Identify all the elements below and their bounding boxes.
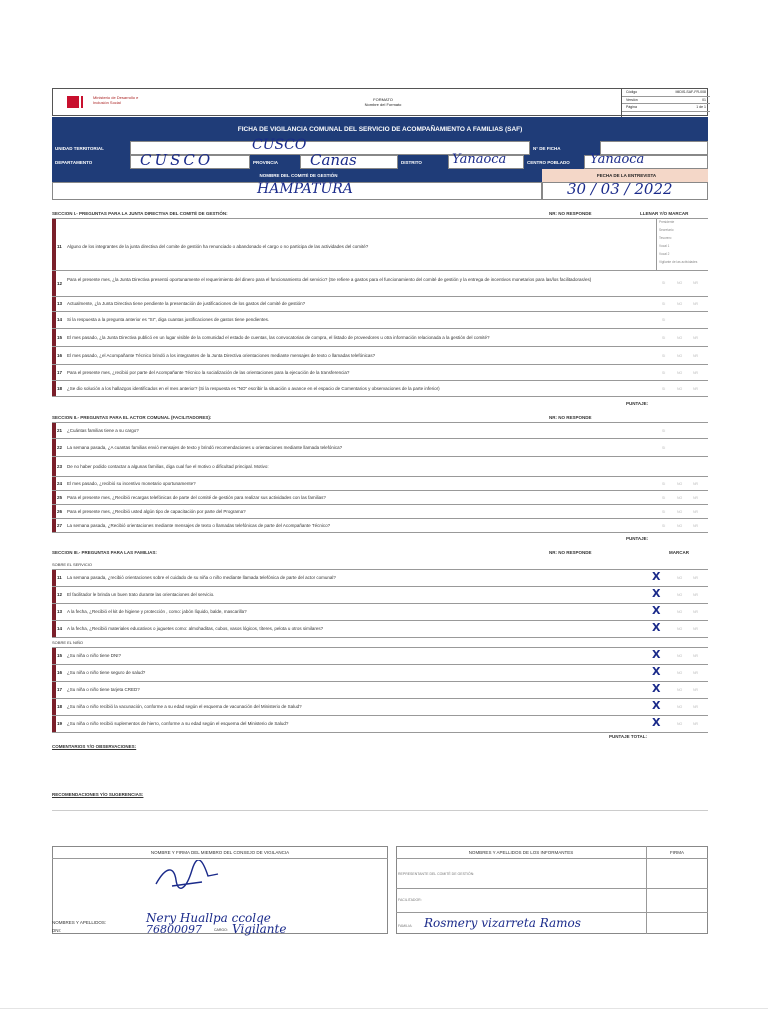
question-number: 18 <box>57 704 63 709</box>
question-row <box>52 347 708 365</box>
question-number: 13 <box>57 301 63 306</box>
ministry-name: Ministerio de Desarrollo e Inclusión Social <box>93 95 139 105</box>
unidad-value: CUSCO <box>252 137 307 153</box>
code-key: Página <box>626 105 637 109</box>
question-number: 11 <box>57 244 62 249</box>
option-nr[interactable]: NR <box>693 387 699 391</box>
option-no[interactable]: NO <box>677 354 683 358</box>
question-number: 12 <box>57 281 63 286</box>
question-row <box>52 457 708 477</box>
option-si[interactable]: SI <box>662 446 666 450</box>
question-text: ¿Su niña o niño tiene DNI? <box>67 653 122 658</box>
option-si[interactable]: SI <box>662 318 666 322</box>
question-text: De no haber podido contactar a algunas familias, diga cual fue el motivo o dificultad principal. Motivo: <box>67 464 269 469</box>
option-nr[interactable]: NR <box>693 671 699 675</box>
option-si[interactable]: SI <box>662 302 666 306</box>
question-number: 16 <box>57 353 63 358</box>
question-row <box>52 621 708 638</box>
question-text: La semana pasada, ¿recibió orientaciones sobre el cuidado de su niña o niño mediante llamada telefónica de parte del actor comunal? <box>67 575 336 580</box>
ficha-label: N° DE FICHA <box>530 141 600 155</box>
question-text: A la fecha, ¿Recibió el kit de higiene y protección , como: jabón líquido, balde, mascarilla? <box>67 609 247 614</box>
option-nr[interactable]: NR <box>693 371 699 375</box>
option-si[interactable]: SI <box>662 387 666 391</box>
peru-flag-icon <box>67 96 79 108</box>
subsection-nino: SOBRE EL NIÑO <box>52 640 83 645</box>
question-row <box>52 423 708 439</box>
marked-si[interactable]: X <box>652 699 661 712</box>
fecha-label: FECHA DE LA ENTREVISTA <box>542 169 708 182</box>
option-no[interactable]: NO <box>677 593 683 597</box>
question-text: Actualmente, ¿la Junta Directiva tiene pendiente la presentación de justificaciones de los gastos del comité de gestión? <box>67 301 306 306</box>
firma-header: FIRMA <box>670 850 684 855</box>
question-text: El mes pasado, ¿recibió su incentivo monetario oportunamente? <box>67 481 196 486</box>
facilitador-label: FACILITADOR: <box>398 898 422 902</box>
signature-scribble-icon <box>152 860 222 894</box>
question-text: El mes pasado, ¿el Acompañante Técnico brindó a los integrantes de la Junta Directiva orientaciones mediante mensajes de texto o llamadas telefónicas? <box>67 353 376 358</box>
marked-si[interactable]: X <box>652 665 661 678</box>
option-no[interactable]: NO <box>677 688 683 692</box>
question-text: Para el presente mes, ¿recibió por parte del Acompañante Técnico la socialización de las orientaciones para la ejecución de la transferencia? <box>67 370 350 375</box>
option-no[interactable]: NO <box>677 336 683 340</box>
question-row <box>52 570 708 587</box>
code-value: MIDIS-SAF-FR-008 <box>675 90 706 94</box>
option-si[interactable]: SI <box>662 510 666 514</box>
row-tab <box>52 329 56 346</box>
question-row <box>52 365 708 381</box>
option-si[interactable]: SI <box>662 429 666 433</box>
role-option[interactable]: Vigilante de las actividades <box>659 260 698 264</box>
row-tab <box>52 665 56 681</box>
dni-value: 76800097 <box>146 923 202 936</box>
question-number: 16 <box>57 670 63 675</box>
option-nr[interactable]: NR <box>693 627 699 631</box>
question-number: 11 <box>57 575 62 580</box>
question-row <box>52 505 708 519</box>
cargo-label: CARGO: <box>214 928 228 932</box>
role-option[interactable]: Vocal 1 <box>659 244 670 248</box>
unidad-label: UNIDAD TERRITORIAL <box>52 141 130 155</box>
option-nr[interactable]: NR <box>693 496 699 500</box>
row-tab <box>52 587 56 603</box>
fecha-value: 30 / 03 / 2022 <box>567 180 673 198</box>
row-tab <box>52 477 56 490</box>
question-row <box>52 219 708 271</box>
row-tab <box>52 621 56 637</box>
question-row <box>52 699 708 716</box>
question-text: ¿Su niña o niño recibió suplementos de hierro, conforme a su edad según el esquema del Ministerio de Salud? <box>67 721 289 726</box>
question-number: 25 <box>57 495 63 500</box>
code-key: Código <box>626 90 638 94</box>
question-row <box>52 329 708 347</box>
question-number: 26 <box>57 509 63 514</box>
option-nr[interactable]: NR <box>693 524 699 528</box>
peru-flag-stripe-icon <box>81 96 87 108</box>
role-option[interactable]: Secretario <box>659 228 674 232</box>
question-number: 18 <box>57 386 63 391</box>
distrito-value: Yanaoca <box>452 152 507 167</box>
row-tab <box>52 648 56 664</box>
form-title: FICHA DE VIGILANCIA COMUNAL DEL SERVICIO DE ACOMPAÑAMIENTO A FAMILIAS (SAF) <box>52 117 708 141</box>
question-number: 14 <box>57 317 63 322</box>
row-tab <box>52 570 56 586</box>
option-nr[interactable]: NR <box>693 510 699 514</box>
nombres-label: NOMBRES Y APELLIDOS: <box>52 920 107 925</box>
section2-title: SECCION II.- PREGUNTAS PARA EL ACTOR COMUNAL (FACILITADORES): <box>52 415 212 420</box>
section3-title: SECCION III.- PREGUNTAS PARA LAS FAMILIAS: <box>52 550 157 555</box>
option-si[interactable]: SI <box>662 482 666 486</box>
option-no[interactable]: NO <box>677 281 683 285</box>
question-row <box>52 604 708 621</box>
option-si[interactable]: SI <box>662 281 666 285</box>
option-si[interactable]: SI <box>662 371 666 375</box>
option-nr[interactable]: NR <box>693 302 699 306</box>
option-no[interactable]: NO <box>677 496 683 500</box>
option-nr[interactable]: NR <box>693 654 699 658</box>
option-nr[interactable]: NR <box>693 722 699 726</box>
role-option[interactable]: Vocal 2 <box>659 252 670 256</box>
departamento-label: DEPARTAMENTO <box>52 155 130 169</box>
departamento-value: CUSCO <box>140 151 214 169</box>
question-text: El facilitador le brinda un buen trato durante las orientaciones del servicio. <box>67 592 215 597</box>
puntaje-total: PUNTAJE TOTAL: <box>609 734 647 739</box>
section1-mark: LLENAR Y/O MARCAR <box>640 211 689 216</box>
subsection-servicio: SOBRE EL SERVICIO <box>52 562 93 567</box>
question-row <box>52 477 708 491</box>
question-row <box>52 716 708 733</box>
code-row <box>622 97 710 105</box>
question-row <box>52 519 708 533</box>
option-no[interactable]: NO <box>677 387 683 391</box>
row-tab <box>52 219 56 270</box>
provincia-value: Canas <box>310 151 357 169</box>
question-text: Si la respuesta a la pregunta anterior es "SI", diga cuantas justificaciones de gastos tiene pendientes. <box>67 317 270 322</box>
centro-label: CENTRO POBLADO <box>524 155 584 169</box>
row-tab <box>52 423 56 438</box>
centro-value: Yanaoca <box>590 152 645 167</box>
question-text: Para el presente mes, ¿Recibió recargas telefónicas de parte del comité de gestión para realizar sus actividades con las familias? <box>67 495 326 500</box>
question-text: A la fecha, ¿Recibió materiales educativos o juguetes como: almohaditas, cubos, vasos lógicos, títeres, pelota u otros similares? <box>67 626 324 631</box>
marked-si[interactable]: X <box>652 587 661 600</box>
question-text: ¿Se dio solución a los hallazgos identificados en el mes anterior? (Si la respuesta es "NO" escribir la situación o avance en el espacio de Comentarios y observaciones de la parte inferior) <box>67 386 440 391</box>
section3-mark: MARCAR <box>669 550 689 555</box>
section1-puntaje: PUNTAJE: <box>626 401 649 406</box>
question-row <box>52 682 708 699</box>
comite-label: NOMBRE DEL COMITÉ DE GESTIÓN <box>52 169 542 182</box>
row-tab <box>52 491 56 504</box>
row-tab <box>52 312 56 328</box>
question-number: 22 <box>57 445 63 450</box>
option-no[interactable]: NO <box>677 371 683 375</box>
question-text: ¿Cuántas familias tiene a su cargo? <box>67 428 139 433</box>
option-no[interactable]: NO <box>677 654 683 658</box>
option-nr[interactable]: NR <box>693 688 699 692</box>
option-no[interactable]: NO <box>677 524 683 528</box>
code-row <box>622 89 710 97</box>
recomendaciones-field[interactable] <box>52 798 708 828</box>
option-nr[interactable]: NR <box>693 576 699 580</box>
question-number: 23 <box>57 464 63 469</box>
row-tab <box>52 519 56 532</box>
question-row <box>52 381 708 397</box>
row-tab <box>52 682 56 698</box>
question-number: 27 <box>57 523 63 528</box>
question-text: ¿Su niña o niño tiene tarjeta CRED? <box>67 687 140 692</box>
question-text: La semana pasada, ¿Recibió orientaciones mediante mensajes de texto o llamadas telefónicas de parte del Acompañante Técnico? <box>67 523 331 528</box>
option-si[interactable]: SI <box>662 336 666 340</box>
vigilancia-header: NOMBRE Y FIRMA DEL MIEMBRO DEL CONSEJO DE VIGILANCIA <box>150 850 290 855</box>
row-tab <box>52 457 56 476</box>
question-row <box>52 312 708 329</box>
question-number: 13 <box>57 609 63 614</box>
option-nr[interactable]: NR <box>693 281 699 285</box>
question-number: 15 <box>57 653 63 658</box>
question-number: 19 <box>57 721 63 726</box>
row-tab <box>52 604 56 620</box>
option-no[interactable]: NO <box>677 627 683 631</box>
section1-nr: NR: NO RESPONDE <box>549 211 592 216</box>
row-tab <box>52 365 56 380</box>
option-nr[interactable]: NR <box>693 336 699 340</box>
question-text: ¿Su niña o niño recibió la vacunación, conforme a su edad según el esquema de vacunación del Ministerio de Salud? <box>67 704 302 709</box>
question-row <box>52 491 708 505</box>
option-si[interactable]: SI <box>662 496 666 500</box>
option-no[interactable]: NO <box>677 705 683 709</box>
question-text: Para el presente mes, ¿la Junta Directiva presentó oportunamente el requerimiento del dinero para el funcionamiento del servicio? (Se refiere a gastos para el funcionamiento del comité de gestión y la entrega de incentivos monetarios para las/los facilitadoras/es) <box>67 277 592 282</box>
question-number: 17 <box>57 370 63 375</box>
question-text: Para el presente mes, ¿Recibió usted algún tipo de capacitación por parte del Programa? <box>67 509 246 514</box>
cargo-value: Vigilante <box>232 922 287 936</box>
comite-value: HAMPATURA <box>257 181 353 197</box>
row-tab <box>52 297 56 311</box>
option-no[interactable]: NO <box>677 302 683 306</box>
option-no[interactable]: NO <box>677 722 683 726</box>
comentarios-field[interactable] <box>52 750 708 786</box>
code-row <box>622 104 710 112</box>
option-nr[interactable]: NR <box>693 610 699 614</box>
form-header <box>52 88 708 116</box>
row-tab <box>52 716 56 732</box>
comentarios-label: COMENTARIOS Y/O OBSERVACIONES: <box>52 744 137 749</box>
representante-label: REPRESENTANTE DEL COMITÉ DE GESTIÓN: <box>398 872 475 876</box>
recomendaciones-label: RECOMENDACIONES Y/O SUGERENCIAS: <box>52 792 144 797</box>
question-number: 17 <box>57 687 63 692</box>
question-row <box>52 648 708 665</box>
code-value: 01 <box>702 97 706 102</box>
option-nr[interactable]: NR <box>693 482 699 486</box>
question-number: 24 <box>57 481 63 486</box>
question-number: 14 <box>57 626 63 631</box>
question-row <box>52 665 708 682</box>
distrito-label: DISTRITO <box>398 155 448 169</box>
marked-si[interactable]: X <box>652 621 661 634</box>
row-tab <box>52 439 56 456</box>
format-subtitle-text: Nombre del Formato <box>364 102 402 107</box>
marked-si[interactable]: X <box>652 682 661 695</box>
question-text: La semana pasada, ¿A cuantas familias envió mensajes de texto y brindó recomendaciones u orientaciones mediante llamada telefónica? <box>67 445 343 450</box>
question-text: ¿Su niña o niño tiene seguro de salud? <box>67 670 146 675</box>
question-text: El mes pasado, ¿la Junta Directiva publicó en un lugar visible de la comunidad el estado de cuentas, las convocatorias de compra, el listado de proveedores u otra información relacionada a la gestión del comité? <box>67 335 490 340</box>
option-no[interactable]: NO <box>677 510 683 514</box>
option-nr[interactable]: NR <box>693 593 699 597</box>
row-tab <box>52 381 56 396</box>
section2-nr: NR: NO RESPONDE <box>549 415 592 420</box>
informantes-header: NOMBRES Y APELLIDOS DE LOS INFORMANTES <box>468 850 574 855</box>
row-tab <box>52 505 56 518</box>
option-no[interactable]: NO <box>677 610 683 614</box>
familia-label: FAMILIA: <box>398 924 413 928</box>
row-tab <box>52 347 56 364</box>
format-title-text: FORMATO <box>373 97 393 102</box>
option-no[interactable]: NO <box>677 671 683 675</box>
option-nr[interactable]: NR <box>693 354 699 358</box>
section1-title: SECCION I.- PREGUNTAS PARA LA JUNTA DIRECTIVA DEL COMITÉ DE GESTIÓN: <box>52 211 228 216</box>
code-value: 1 de 1 <box>696 105 706 109</box>
option-no[interactable]: NO <box>677 482 683 486</box>
marked-si[interactable]: X <box>652 604 661 617</box>
nombres-value: Nery Huallpa ccolqe <box>146 911 271 925</box>
question-number: 21 <box>57 428 63 433</box>
question-row <box>52 439 708 457</box>
document-codes <box>621 89 710 117</box>
question-number: 15 <box>57 335 63 340</box>
marked-si[interactable]: X <box>652 570 661 583</box>
section2-puntaje: PUNTAJE: <box>626 536 649 541</box>
role-option[interactable]: Tesorero <box>659 236 672 240</box>
question-row <box>52 297 708 312</box>
dni-label: DNI: <box>52 928 61 933</box>
code-key: Versión <box>626 97 638 102</box>
role-option[interactable]: Presidente <box>659 220 675 224</box>
option-no[interactable]: NO <box>677 576 683 580</box>
option-si[interactable]: SI <box>662 354 666 358</box>
provincia-label: PROVINCIA <box>250 155 300 169</box>
role-options <box>656 219 709 271</box>
row-tab <box>52 699 56 715</box>
option-nr[interactable]: NR <box>693 705 699 709</box>
familia-value: Rosmery vizarreta Ramos <box>424 916 581 930</box>
format-title <box>313 97 453 107</box>
question-row <box>52 587 708 604</box>
question-text: Alguno de los integrantes de la junta directiva del comite de gestión ha renunciado o abandonado el cargo o no participa de las actividades del comité? <box>67 244 369 249</box>
form-sheet <box>52 88 708 934</box>
question-number: 12 <box>57 592 63 597</box>
option-si[interactable]: SI <box>662 524 666 528</box>
marked-si[interactable]: X <box>652 716 661 729</box>
section3-nr: NR: NO RESPONDE <box>549 550 592 555</box>
question-row <box>52 271 708 297</box>
row-tab <box>52 271 56 296</box>
marked-si[interactable]: X <box>652 648 661 661</box>
